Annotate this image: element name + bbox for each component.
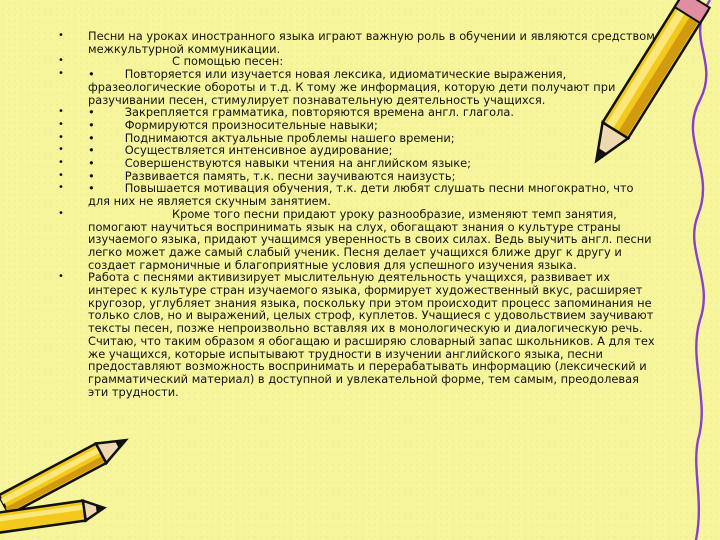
list-item [58,271,658,398]
sub-bullet-marker: • [88,156,95,171]
sub-bullet-marker: • [88,105,95,120]
sub-bullet-marker: • [88,181,95,196]
bullet-marker: • [58,55,64,67]
bullet-marker: • [58,106,64,118]
paragraph-text: Кроме того песни придают уроку разнообразие, изменяют темп занятия, помогают научиться воспринимать язык на слух, обогащают знания о культуре страны изучаемого языка, придают учащимся уверенность в своих силах. Ведь выучить англ. песни легко может даже самый слабый ученик. Песня делает учащихся ближе друг к другу и создает гармоничные и благоприятные условия для успешного изучения языка. [88,206,652,272]
bullet-marker: • [58,271,64,283]
bullet-marker: • [58,30,64,41]
bullet-marker: • [58,68,64,80]
bullet-marker: • [58,207,64,219]
paragraph-text: С помощью песен: [172,54,284,69]
paragraph-text: Совершенствуются навыки чтения на английском языке; [124,156,472,171]
pencils-left-icon [0,420,150,540]
paragraph-text: Работа с песнями активизирует мыслительную деятельность учащихся, развивает их интерес к культуре стран изучаемого языка, формирует художественный вкус, расширяет кругозор, углубляет знания языка, поскольку при этом происходит процесс запоминания не только слов, но и выражений, целых строф, куплетов. Учащиеся с удовольствием заучивают тексты песен, позже непроизвольно вставляя их в монологическую и диалогическую речь. Считаю, что таким образом я обогащаю и расширяю словарный запас школьников. А для тех же учащихся, которые испытывают трудности в изучении английского языка, песни предоставляют возможность воспринимать и перерабатывать информацию (лексический и грамматический материал) в доступной и увлекательной форме, тем самым, преодолевая эти трудности. [88,270,655,399]
list-item [58,208,658,272]
list-item [58,68,658,106]
paragraph-text: Формируются произносительные навыки; [124,117,378,132]
bullet-marker: • [58,182,64,194]
sub-bullet-marker: • [88,168,95,183]
list-item [58,182,658,207]
paragraph-text: Осуществляется интенсивное аудирование; [124,143,393,158]
sub-bullet-marker: • [88,143,95,158]
sub-bullet-marker: • [88,130,95,145]
paragraph-text: Повышается мотивация обучения, т.к. дети любят слушать песни многократно, что для них не является скучным занятием. [88,181,634,209]
paragraph-text: Повторяется или изучается новая лексика, идиоматические выражения, фразеологические обороты и т.д. К тому же информация, которую дети получают при разучивании песен, стимулирует познавательную деятельность учащихся. [88,67,616,107]
list-item [58,30,658,55]
bullet-marker: • [58,118,64,130]
sub-bullet-marker: • [88,67,95,82]
bullet-marker: • [58,131,64,143]
paragraph-text: Закрепляется грамматика, повторяются времена англ. глагола. [124,105,514,120]
bullet-list [58,30,658,398]
sub-bullet-marker: • [88,117,95,132]
paragraph-text: Поднимаются актуальные проблемы нашего времени; [124,130,455,145]
paragraph-text: Развивается память, т.к. песни заучиваются наизусть; [124,168,456,183]
bullet-marker: • [58,169,64,181]
paragraph-text: Песни на уроках иностранного языка играют важную роль в обучении и являются средством межкультурной коммуникации. [88,29,655,56]
bullet-marker: • [58,157,64,169]
bullet-marker: • [58,144,64,156]
